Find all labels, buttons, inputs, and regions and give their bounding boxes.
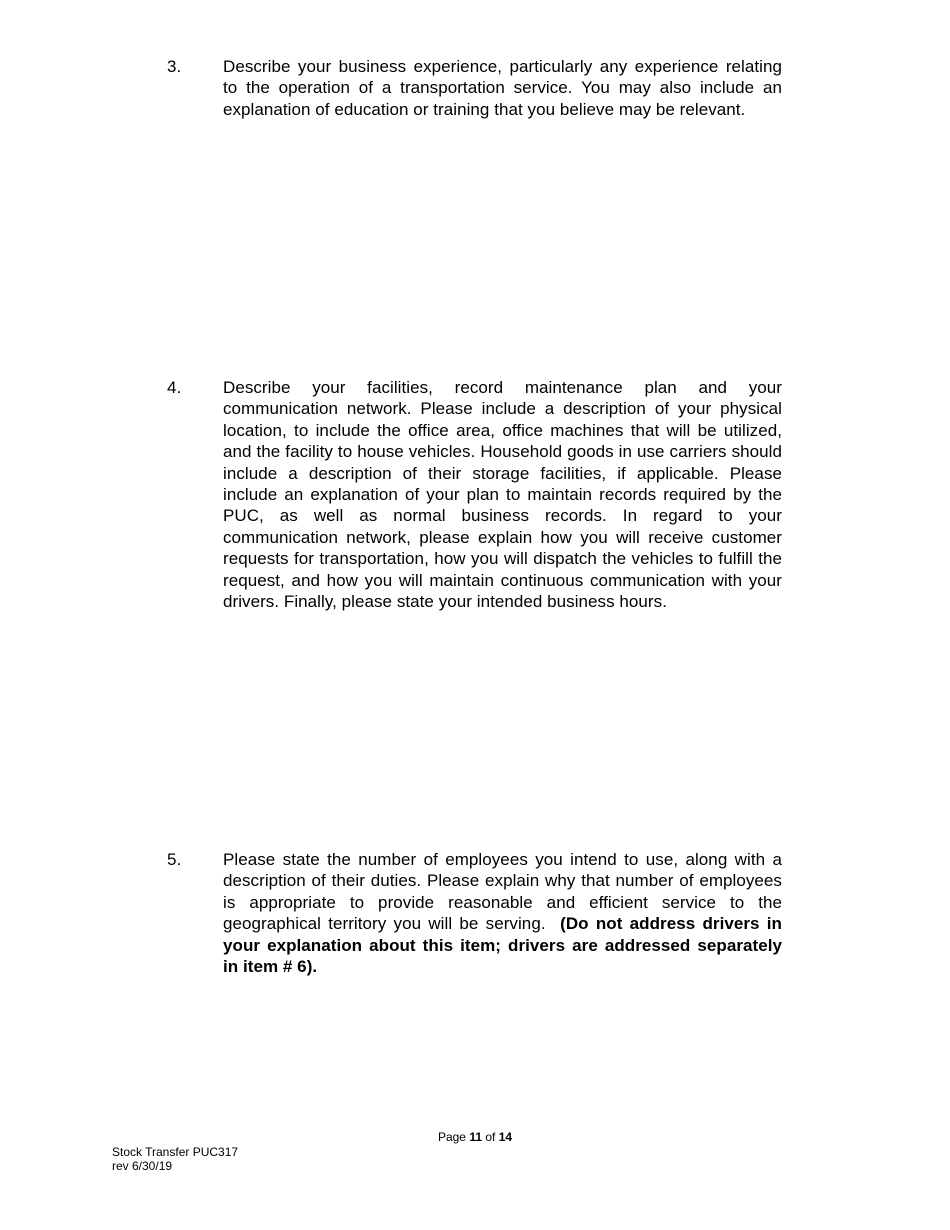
page-number — [0, 1130, 950, 1144]
item-number: 4. — [167, 378, 182, 397]
form-name: Stock Transfer PUC317 — [112, 1145, 239, 1159]
page-current: 11 — [469, 1130, 482, 1144]
item-text: Describe your facilities, record maintenance plan and your communication network. Please include a description of your physical location, to include the office area, office machines that will be utilized, and the facility to house vehicles. Household goods in use carriers should include a description of their storage facilities, if applicable. Please include an explanation of your plan to maintain records required by the PUC, as well as normal business records. In regard to your communication network, please explain how you will receive customer requests for transportation, how you will dispatch the vehicles to fulfill the request, and how you will maintain continuous communication with your drivers. Finally, please state your intended business hours. — [223, 378, 782, 612]
item-text: Describe your business experience, particularly any experience relating to the operation of a transportation service. You may also include an explanation of education or training that you believe may be relevant. — [223, 57, 782, 119]
page-of: of — [485, 1130, 496, 1144]
item-number: 5. — [167, 850, 182, 869]
item-text-regular: Please state the number of employees you intend to use, along with a description of their duties. Please explain why that number of employees is appropriate to provide reasonable and efficient service to the geographical territory you will be serving. — [223, 850, 782, 934]
revision: rev 6/30/19 — [112, 1159, 173, 1173]
page-total: 14 — [498, 1130, 513, 1144]
item-text-bold: (Do not address drivers in your explanation about this item; drivers are addressed separately in item # 6). — [223, 914, 782, 977]
page-prefix: Page — [437, 1130, 466, 1144]
item-number: 3. — [167, 57, 182, 76]
footer — [112, 1145, 238, 1173]
item-text — [223, 849, 782, 977]
